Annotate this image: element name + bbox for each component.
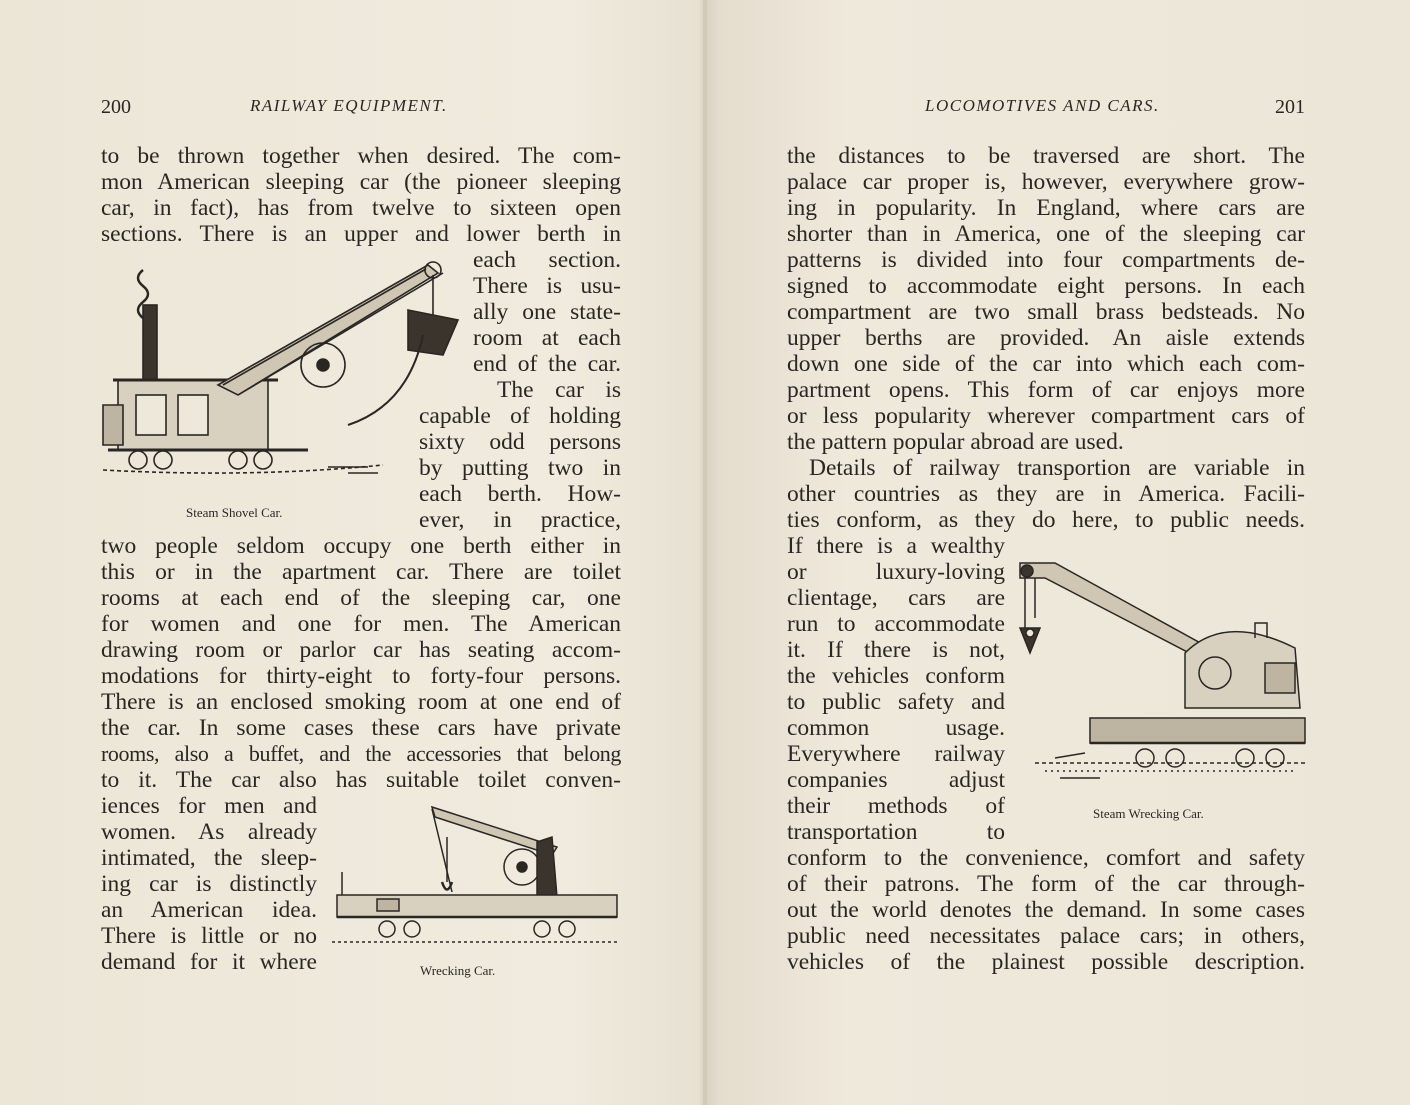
text-line: car, in fact), has from twelve to sixteen open — [101, 195, 621, 221]
text-line: ing car is distinctly — [101, 871, 317, 897]
text-line: the pattern popular abroad are used. — [787, 429, 1124, 455]
text-line: demand for it where — [101, 949, 317, 975]
right-page — [705, 0, 1410, 1105]
text-line: clientage, cars are — [787, 585, 1005, 611]
text-line: other countries as they are in America. Facili- — [787, 481, 1305, 507]
text-line: of their patrons. The form of the car through- — [787, 871, 1305, 897]
page-number: 200 — [101, 96, 131, 118]
text-line: this or in the apartment car. There are toilet — [101, 559, 621, 585]
text-line: sections. There is an upper and lower berth in — [101, 221, 621, 247]
text-line: transportation to — [787, 819, 1005, 845]
text-line: public need necessitates palace cars; in others, — [787, 923, 1305, 949]
text-line: Details of railway transportion are variable in — [809, 455, 1305, 481]
text-line: an American idea. — [101, 897, 317, 923]
text-line: There is little or no — [101, 923, 317, 949]
text-line: to public safety and — [787, 689, 1005, 715]
figure-caption: Steam Shovel Car. — [186, 505, 283, 520]
text-line: rooms at each end of the sleeping car, one — [101, 585, 621, 611]
text-line: sixty odd persons — [419, 429, 621, 455]
text-line: There is an enclosed smoking room at one end of — [101, 689, 621, 715]
text-line: each berth. How- — [419, 481, 621, 507]
figure-caption: Wrecking Car. — [420, 963, 496, 978]
text-line: it. If there is not, — [787, 637, 1005, 663]
page-number: 201 — [1275, 96, 1305, 118]
text-line: to be thrown together when desired. The com- — [101, 143, 621, 169]
text-line: partment opens. This form of car enjoys more — [787, 377, 1305, 403]
text-line: compartment are two small brass bedsteads. No — [787, 299, 1305, 325]
text-line: companies adjust — [787, 767, 1005, 793]
running-head: RAILWAY EQUIPMENT. — [250, 96, 448, 115]
text-line: drawing room or parlor car has seating accom- — [101, 637, 621, 663]
text-line: to it. The car also has suitable toilet conven- — [101, 767, 621, 793]
text-line: down one side of the car into which each com- — [787, 351, 1305, 377]
text-line: modations for thirty-eight to forty-four persons. — [101, 663, 621, 689]
text-line: If there is a wealthy — [787, 533, 1005, 559]
text-line: end of the car. — [473, 351, 621, 377]
text-line: ties conform, as they do here, to public needs. — [787, 507, 1305, 533]
text-line: patterns is divided into four compartments de- — [787, 247, 1305, 273]
text-line: iences for men and — [101, 793, 317, 819]
text-line: Everywhere railway — [787, 741, 1005, 767]
text-line: the vehicles conform — [787, 663, 1005, 689]
text-line: ever, in practice, — [419, 507, 621, 533]
text-line: shorter than in America, one of the sleeping car — [787, 221, 1305, 247]
text-line: The car is — [497, 377, 621, 403]
text-line: out the world denotes the demand. In some cases — [787, 897, 1305, 923]
text-line: women. As already — [101, 819, 317, 845]
text-line: by putting two in — [419, 455, 621, 481]
text-line: vehicles of the plainest possible description. — [787, 949, 1305, 975]
text-line: their methods of — [787, 793, 1005, 819]
text-line: palace car proper is, however, everywhere grow- — [787, 169, 1305, 195]
text-line: room at each — [473, 325, 621, 351]
text-line: upper berths are provided. An aisle extends — [787, 325, 1305, 351]
text-line: two people seldom occupy one berth either in — [101, 533, 621, 559]
text-line: rooms, also a buffet, and the accessories that belong — [101, 741, 621, 766]
text-line: for women and one for men. The American — [101, 611, 621, 637]
steam-shovel-car-illustration — [98, 255, 478, 500]
text-line: intimated, the sleep- — [101, 845, 317, 871]
text-line: or less popularity wherever compartment cars of — [787, 403, 1305, 429]
text-line: each section. — [473, 247, 621, 273]
text-line: common usage. — [787, 715, 1005, 741]
text-line: ally one state- — [473, 299, 621, 325]
text-line: mon American sleeping car (the pioneer sleeping — [101, 169, 621, 195]
text-line: ing in popularity. In England, where cars are — [787, 195, 1305, 221]
figure-caption: Steam Wrecking Car. — [1093, 806, 1204, 821]
running-head: LOCOMOTIVES AND CARS. — [925, 96, 1160, 115]
steam-wrecking-car-illustration — [1015, 553, 1310, 793]
text-line: the distances to be traversed are short. The — [787, 143, 1305, 169]
text-line: the car. In some cases these cars have private — [101, 715, 621, 741]
text-line: There is usu- — [473, 273, 621, 299]
text-line: or luxury-loving — [787, 559, 1005, 585]
text-line: run to accommodate — [787, 611, 1005, 637]
text-line: signed to accommodate eight persons. In each — [787, 273, 1305, 299]
text-line: capable of holding — [419, 403, 621, 429]
text-line: conform to the convenience, comfort and safety — [787, 845, 1305, 871]
wrecking-car-illustration — [327, 797, 622, 957]
